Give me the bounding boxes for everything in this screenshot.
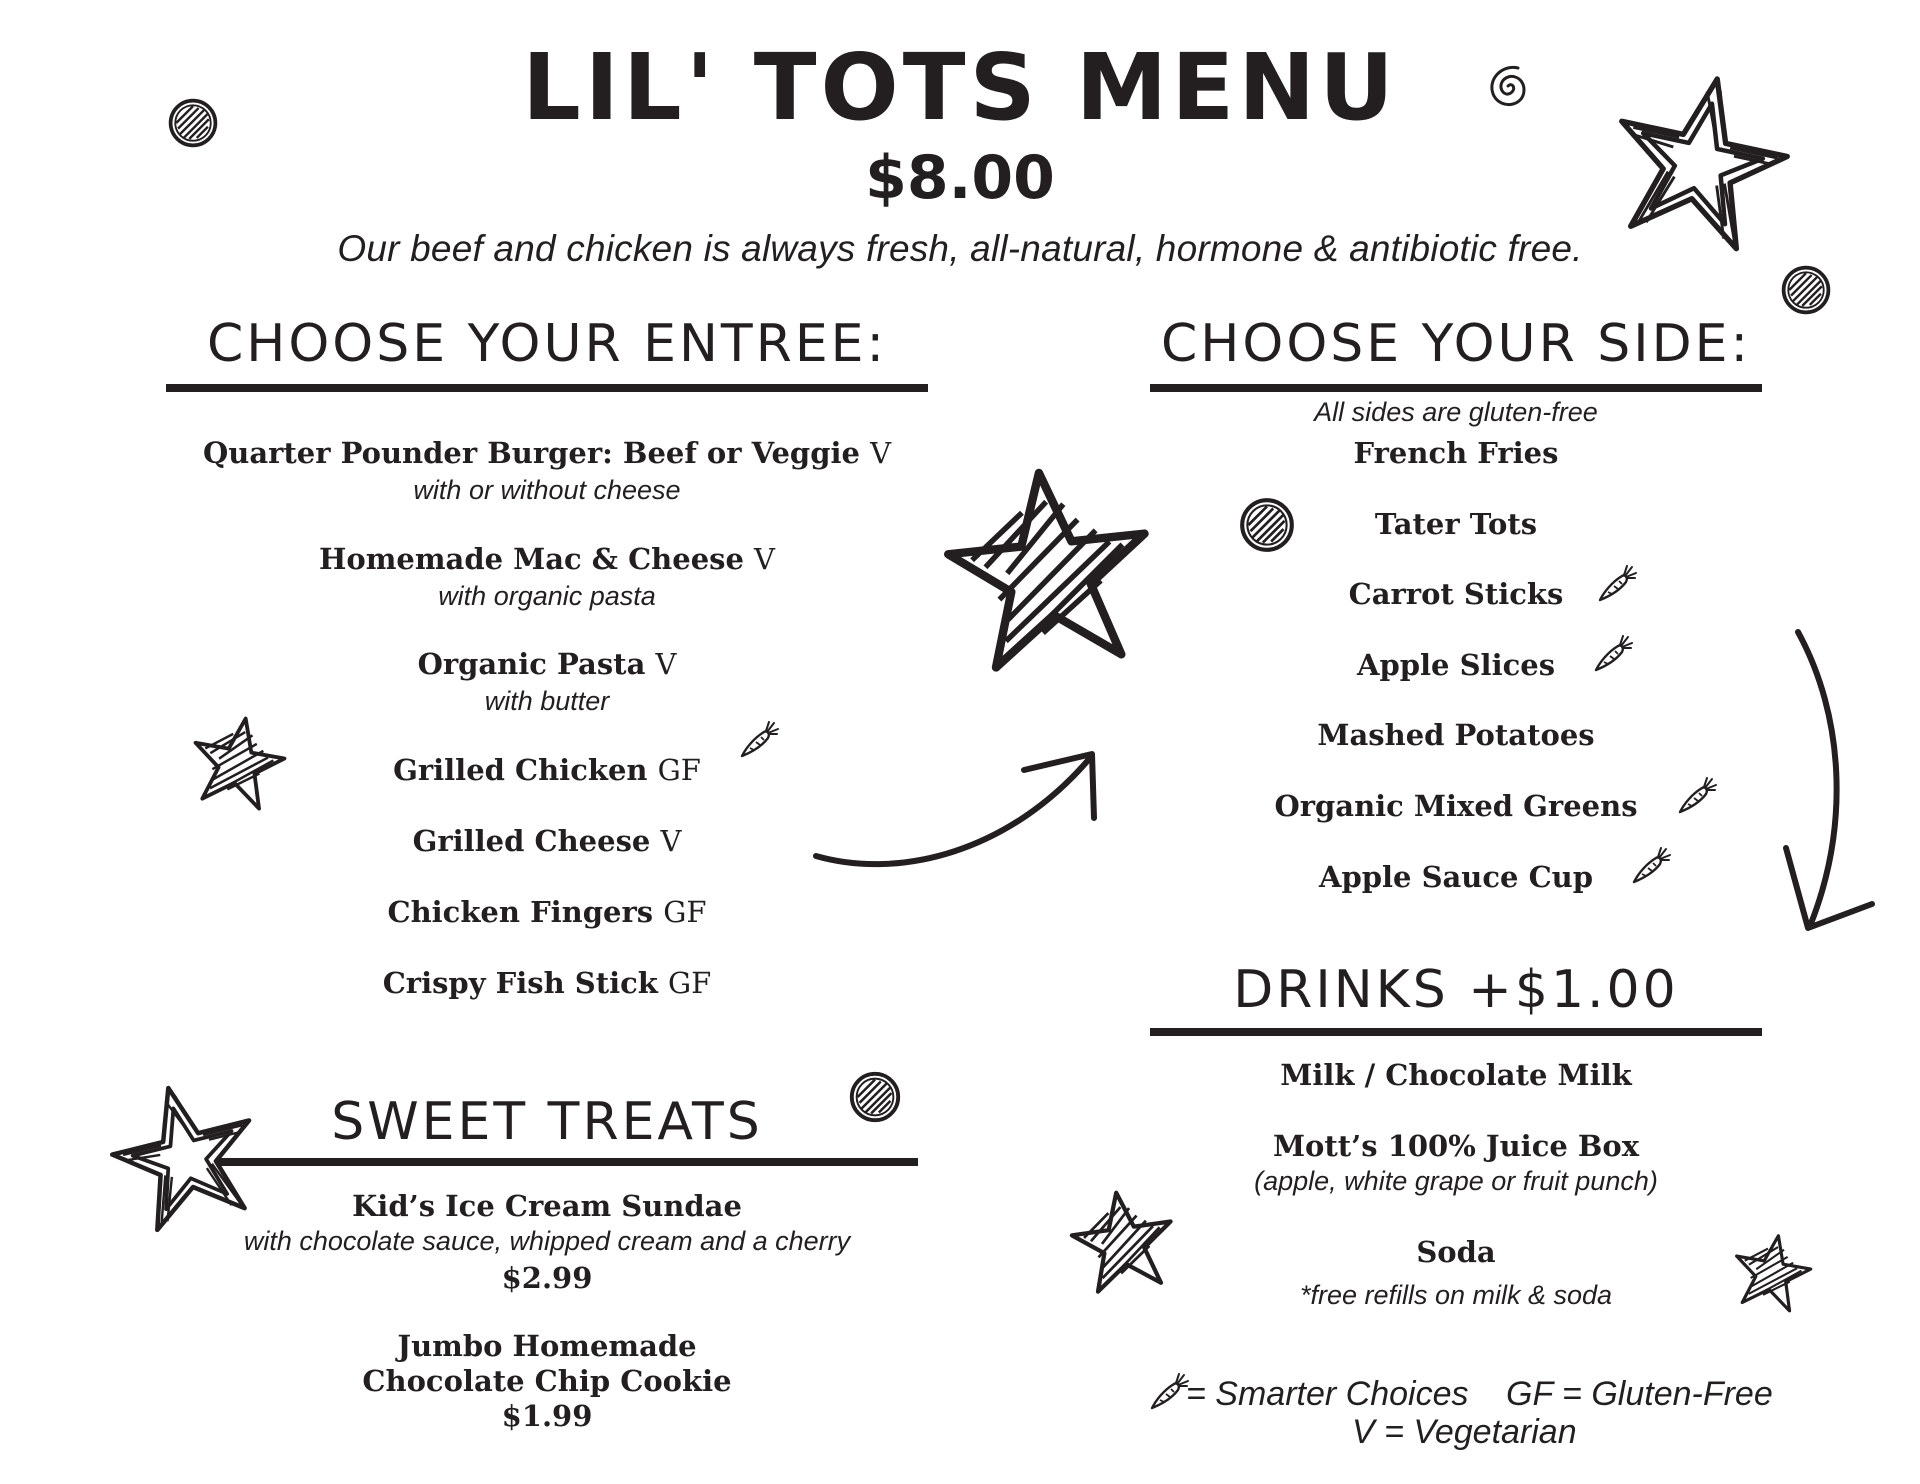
side-heading: CHOOSE YOUR SIDE: — [1161, 314, 1751, 374]
side-item: Tater Tots — [1374, 507, 1538, 541]
scribble-ball-icon — [1778, 262, 1834, 318]
star-icon — [934, 454, 1165, 685]
treats-heading: SWEET TREATS — [331, 1092, 763, 1152]
side-item: Mashed Potatoes — [1317, 718, 1595, 752]
entree-item: Crispy Fish Stick GF — [382, 966, 712, 1000]
treat-item-note: with chocolate sauce, whipped cream and a cherry — [243, 1226, 851, 1256]
entree-item: Grilled Chicken GF — [393, 753, 701, 787]
entree-item: Grilled Cheese V — [412, 824, 682, 858]
legend-smarter-choices: = Smarter Choices — [1186, 1375, 1469, 1413]
entree-item: Homemade Mac & Cheese V — [318, 542, 775, 576]
scribble-ball-icon — [165, 95, 221, 151]
drinks-heading: DRINKS +$1.00 — [1233, 960, 1679, 1020]
drink-item-note: (apple, white grape or fruit punch) — [1254, 1166, 1658, 1196]
carrot-icon — [1628, 846, 1672, 886]
side-item: Carrot Sticks — [1348, 577, 1564, 611]
drink-item: Soda — [1416, 1235, 1496, 1269]
entree-divider — [166, 384, 928, 392]
carrot-icon — [1146, 1372, 1190, 1412]
drink-item: Mott’s 100% Juice Box — [1272, 1129, 1640, 1163]
carrot-icon — [736, 720, 780, 760]
drink-item-note: *free refills on milk & soda — [1299, 1280, 1613, 1310]
menu-price: $8.00 — [865, 143, 1055, 213]
side-item: Organic Mixed Greens — [1274, 789, 1638, 823]
carrot-icon — [1594, 564, 1638, 604]
carrot-icon — [1674, 776, 1718, 816]
treat-item: Chocolate Chip Cookie — [362, 1364, 732, 1398]
side-note: All sides are gluten-free — [1314, 397, 1598, 427]
drinks-divider — [1150, 1028, 1762, 1036]
entree-item-note: with butter — [484, 686, 610, 716]
side-item: Apple Slices — [1356, 648, 1556, 682]
entree-heading: CHOOSE YOUR ENTREE: — [206, 314, 888, 374]
menu-tagline: Our beef and chicken is always fresh, all-natural, hormone & antibiotic free. — [337, 228, 1583, 269]
treat-item: Kid’s Ice Cream Sundae — [352, 1189, 742, 1223]
side-divider — [1150, 384, 1762, 392]
spiral-icon — [1468, 46, 1548, 126]
entree-item-note: with organic pasta — [438, 581, 656, 611]
arrow-icon — [1780, 626, 1880, 946]
entree-item: Organic Pasta V — [417, 647, 677, 681]
legend-vegetarian: V = Vegetarian — [1352, 1413, 1577, 1451]
star-icon — [1593, 53, 1806, 266]
menu-title: LIL' TOTS MENU — [522, 34, 1398, 141]
legend-gluten-free: GF = Gluten-Free — [1506, 1375, 1773, 1413]
drink-item: Milk / Chocolate Milk — [1280, 1058, 1632, 1092]
treats-divider — [218, 1158, 918, 1166]
treat-price: $2.99 — [501, 1261, 593, 1295]
carrot-icon — [1590, 634, 1634, 674]
treat-price: $1.99 — [501, 1399, 593, 1433]
side-item: Apple Sauce Cup — [1318, 860, 1594, 894]
entree-item: Quarter Pounder Burger: Beef or Veggie V — [202, 436, 892, 470]
entree-item-note: with or without cheese — [413, 475, 681, 505]
treat-item: Jumbo Homemade — [397, 1329, 697, 1363]
side-item: French Fries — [1353, 436, 1559, 470]
entree-item: Chicken Fingers GF — [387, 895, 707, 929]
